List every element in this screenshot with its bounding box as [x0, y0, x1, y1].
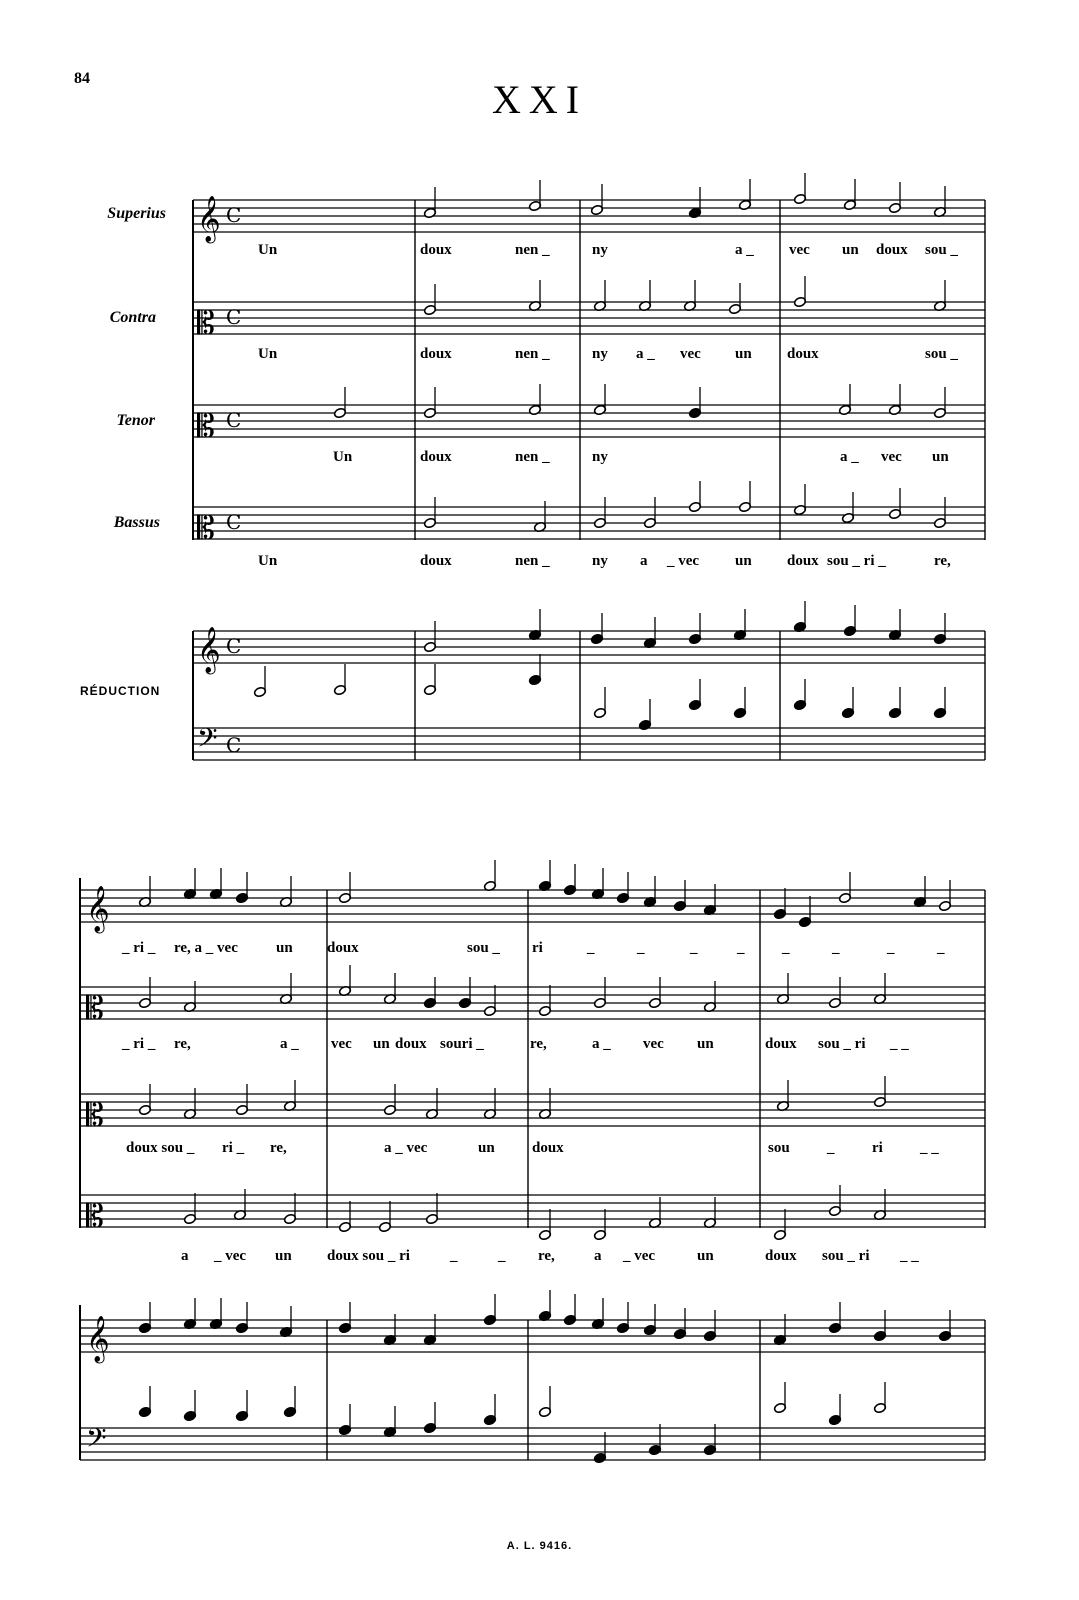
syllable: ny: [592, 346, 608, 362]
syllable: vec: [881, 449, 902, 465]
syllable: sou _ ri: [822, 1248, 870, 1264]
time-signature: C: [226, 634, 242, 658]
syllable: re,: [538, 1248, 555, 1264]
syllable: un: [735, 553, 752, 569]
syllable: ny: [592, 449, 608, 465]
syllable: _ vec: [667, 553, 700, 569]
syllable: _: [937, 940, 945, 956]
piece-title: XXI: [491, 77, 588, 122]
syllable: _: [637, 940, 645, 956]
voice-name-bassus: Bassus: [113, 514, 160, 531]
page-number: 84: [74, 70, 90, 87]
syllable: sou _: [925, 242, 958, 258]
syllable: doux sou _: [126, 1140, 195, 1156]
syllable: re,: [174, 1036, 191, 1052]
clef-icon: 𝄞: [86, 1316, 110, 1362]
syllable: un: [735, 346, 752, 362]
syllable: doux: [765, 1036, 797, 1052]
clef-icon: 𝄞: [197, 627, 221, 673]
syllable: a _: [840, 449, 859, 465]
syllable: a: [181, 1248, 189, 1264]
syllable: doux: [420, 346, 452, 362]
syllable: _: [782, 940, 790, 956]
syllable: re,: [270, 1140, 287, 1156]
syllable: _: [737, 940, 745, 956]
syllable: doux: [532, 1140, 564, 1156]
syllable: nen _: [515, 346, 550, 362]
syllable: a _: [280, 1036, 299, 1052]
voice-name-tenor: Tenor: [116, 412, 155, 429]
syllable: nen _: [515, 553, 550, 569]
syllable: _ _: [920, 1140, 939, 1156]
syllable: re,: [530, 1036, 547, 1052]
syllable: un: [276, 940, 293, 956]
time-signature: C: [226, 203, 242, 227]
syllable: doux: [765, 1248, 797, 1264]
clef-icon: 𝄞: [197, 196, 221, 242]
clef-icon: 𝄡: [197, 304, 215, 342]
clef-icon: 𝄞: [86, 886, 110, 932]
syllable: nen _: [515, 242, 550, 258]
syllable: doux: [787, 346, 819, 362]
syllable: un: [842, 242, 859, 258]
catalogue-number: A. L. 9416.: [506, 1540, 573, 1552]
voice-name-superius: Superius: [107, 205, 166, 222]
syllable: re,: [934, 553, 951, 569]
syllable: _ vec: [623, 1248, 656, 1264]
syllable: a _: [636, 346, 655, 362]
syllable: un: [478, 1140, 495, 1156]
clef-icon: 𝄢: [86, 1422, 107, 1460]
syllable: _: [498, 1248, 506, 1264]
syllable: _: [450, 1248, 458, 1264]
syllable: doux: [787, 553, 819, 569]
syllable: a: [640, 553, 648, 569]
syllable: a _: [735, 242, 754, 258]
clef-icon: 𝄡: [86, 1096, 104, 1134]
syllable: doux sou _ ri: [327, 1248, 410, 1264]
syllable: ri: [532, 940, 543, 956]
syllable: Un: [258, 242, 278, 258]
clef-icon: 𝄡: [197, 407, 215, 445]
syllable: _ _: [890, 1036, 909, 1052]
syllable: _: [887, 940, 895, 956]
syllable: _: [827, 1140, 835, 1156]
time-signature: C: [226, 510, 242, 534]
syllable: un: [697, 1248, 714, 1264]
syllable: doux: [420, 553, 452, 569]
clef-icon: 𝄢: [197, 722, 218, 760]
time-signature: C: [226, 305, 242, 329]
syllable: doux: [876, 242, 908, 258]
syllable: un: [275, 1248, 292, 1264]
syllable: Un: [333, 449, 353, 465]
syllable: ny: [592, 242, 608, 258]
syllable: doux: [420, 449, 452, 465]
syllable: ri: [872, 1140, 883, 1156]
syllable: vec: [789, 242, 810, 258]
syllable: sou _: [467, 940, 500, 956]
voice-name-contra: Contra: [109, 309, 156, 326]
syllable: sou _: [925, 346, 958, 362]
syllable: sou _ ri: [818, 1036, 866, 1052]
syllable: vec: [331, 1036, 352, 1052]
syllable: doux: [327, 940, 359, 956]
syllable: a _ vec: [384, 1140, 428, 1156]
syllable: _ vec: [214, 1248, 247, 1264]
clef-icon: 𝄡: [86, 989, 104, 1027]
clef-icon: 𝄡: [197, 509, 215, 547]
syllable: _ ri _: [122, 1036, 156, 1052]
syllable: _ ri _: [122, 940, 156, 956]
syllable: vec: [643, 1036, 664, 1052]
syllable: souri _: [440, 1036, 484, 1052]
syllable: _: [587, 940, 595, 956]
time-signature: C: [226, 408, 242, 432]
time-signature: C: [226, 733, 242, 757]
syllable: a _: [592, 1036, 611, 1052]
syllable: sou _ ri _: [827, 553, 886, 569]
syllable: _: [832, 940, 840, 956]
syllable: un: [697, 1036, 714, 1052]
syllable: Un: [258, 553, 278, 569]
syllable: doux: [395, 1036, 427, 1052]
syllable: ri _: [222, 1140, 245, 1156]
syllable: Un: [258, 346, 278, 362]
syllable: doux: [420, 242, 452, 258]
clef-icon: 𝄡: [86, 1197, 104, 1235]
syllable: ny: [592, 553, 608, 569]
reduction-label: RÉDUCTION: [80, 684, 161, 698]
syllable: vec: [680, 346, 701, 362]
syllable: a: [594, 1248, 602, 1264]
syllable: un: [932, 449, 949, 465]
syllable: re, a _ vec: [174, 940, 238, 956]
syllable: nen _: [515, 449, 550, 465]
syllable: _ _: [900, 1248, 919, 1264]
syllable: _: [690, 940, 698, 956]
syllable: un: [373, 1036, 390, 1052]
syllable: sou: [768, 1140, 790, 1156]
